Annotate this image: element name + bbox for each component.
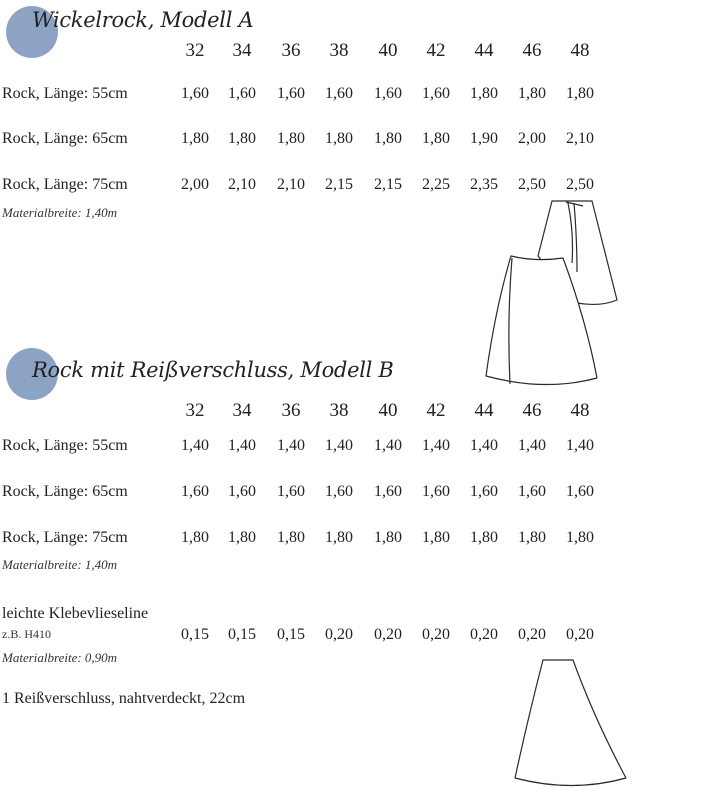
table-cell: 2,35: [470, 176, 498, 193]
size-42: 42: [426, 400, 446, 421]
table-cell: 1,80: [470, 85, 498, 102]
size-32: 32: [185, 400, 205, 421]
size-36: 36: [281, 40, 301, 61]
table-cell: 2,00: [518, 130, 546, 147]
table-cell: 1,80: [325, 529, 353, 546]
size-36: 36: [281, 400, 301, 421]
row-label: Rock, Länge: 75cm: [2, 529, 128, 546]
interlining-cell: 0,20: [325, 626, 353, 643]
table-cell: 1,60: [566, 483, 594, 500]
table-cell: 2,10: [277, 176, 305, 193]
table-cell: 1,80: [277, 130, 305, 147]
table-cell: 1,60: [422, 483, 450, 500]
table-cell: 1,80: [228, 130, 256, 147]
table-cell: 1,60: [374, 85, 402, 102]
table-cell: 2,50: [518, 176, 546, 193]
table-cell: 1,90: [470, 130, 498, 147]
table-cell: 1,40: [325, 437, 353, 454]
table-cell: 2,15: [325, 176, 353, 193]
interlining-cell: 0,15: [181, 626, 209, 643]
table-cell: 2,00: [181, 176, 209, 193]
material-width-b: Materialbreite: 1,40m: [2, 557, 118, 572]
zipper-note: 1 Reißverschluss, nahtverdeckt, 22cm: [2, 690, 246, 707]
size-44: 44: [474, 400, 494, 421]
material-width-a: Materialbreite: 1,40m: [2, 205, 118, 220]
table-cell: 1,80: [566, 529, 594, 546]
table-cell: 1,40: [470, 437, 498, 454]
table-cell: 1,80: [181, 130, 209, 147]
table-cell: 1,40: [277, 437, 305, 454]
table-cell: 1,80: [374, 130, 402, 147]
table-cell: 1,60: [181, 483, 209, 500]
size-38: 38: [329, 400, 349, 421]
table-cell: 1,60: [228, 483, 256, 500]
size-40: 40: [378, 40, 398, 61]
table-cell: 2,15: [374, 176, 402, 193]
table-cell: 1,40: [374, 437, 402, 454]
table-cell: 1,40: [422, 437, 450, 454]
row-label: Rock, Länge: 65cm: [2, 130, 128, 147]
size-48: 48: [570, 400, 590, 421]
size-34: 34: [232, 40, 252, 61]
table-cell: 1,80: [228, 529, 256, 546]
table-cell: 1,60: [181, 85, 209, 102]
section-b-title: Rock mit Reißverschluss, Modell B: [32, 358, 394, 382]
table-cell: 1,80: [422, 529, 450, 546]
table-cell: 1,60: [518, 483, 546, 500]
size-32: 32: [185, 40, 205, 61]
table-cell: 2,50: [566, 176, 594, 193]
interlining-material-width: Materialbreite: 0,90m: [2, 650, 118, 665]
row-label: Rock, Länge: 55cm: [2, 85, 128, 102]
table-cell: 2,25: [422, 176, 450, 193]
size-38: 38: [329, 40, 349, 61]
table-cell: 1,80: [277, 529, 305, 546]
size-34: 34: [232, 400, 252, 421]
size-40: 40: [378, 400, 398, 421]
interlining-cell: 0,20: [470, 626, 498, 643]
table-cell: 1,60: [422, 85, 450, 102]
table-cell: 1,80: [518, 85, 546, 102]
size-48: 48: [570, 40, 590, 61]
table-cell: 1,80: [374, 529, 402, 546]
size-44: 44: [474, 40, 494, 61]
table-cell: 1,40: [228, 437, 256, 454]
interlining-cell: 0,15: [228, 626, 256, 643]
table-cell: 1,80: [518, 529, 546, 546]
table-cell: 1,60: [325, 483, 353, 500]
interlining-cell: 0,20: [374, 626, 402, 643]
table-cell: 1,60: [277, 483, 305, 500]
table-cell: 1,60: [470, 483, 498, 500]
interlining-cell: 0,20: [518, 626, 546, 643]
table-cell: 1,80: [422, 130, 450, 147]
table-cell: 2,10: [228, 176, 256, 193]
row-label: Rock, Länge: 65cm: [2, 483, 128, 500]
table-cell: 1,60: [277, 85, 305, 102]
interlining-sublabel: z.B. H410: [2, 627, 51, 641]
size-46: 46: [522, 40, 542, 61]
interlining-label: leichte Klebevlieseline: [2, 605, 149, 622]
section-a-title: Wickelrock, Modell A: [32, 8, 254, 32]
row-label: Rock, Länge: 75cm: [2, 176, 128, 193]
size-46: 46: [522, 400, 542, 421]
row-label: Rock, Länge: 55cm: [2, 437, 128, 454]
table-cell: 1,60: [228, 85, 256, 102]
table-cell: 1,80: [325, 130, 353, 147]
table-cell: 1,60: [325, 85, 353, 102]
table-cell: 2,10: [566, 130, 594, 147]
interlining-cell: 0,20: [566, 626, 594, 643]
table-cell: 1,40: [518, 437, 546, 454]
table-cell: 1,80: [181, 529, 209, 546]
table-cell: 1,80: [566, 85, 594, 102]
interlining-cell: 0,20: [422, 626, 450, 643]
table-cell: 1,40: [181, 437, 209, 454]
table-cell: 1,40: [566, 437, 594, 454]
interlining-cell: 0,15: [277, 626, 305, 643]
table-cell: 1,60: [374, 483, 402, 500]
table-cell: 1,80: [470, 529, 498, 546]
size-42: 42: [426, 40, 446, 61]
